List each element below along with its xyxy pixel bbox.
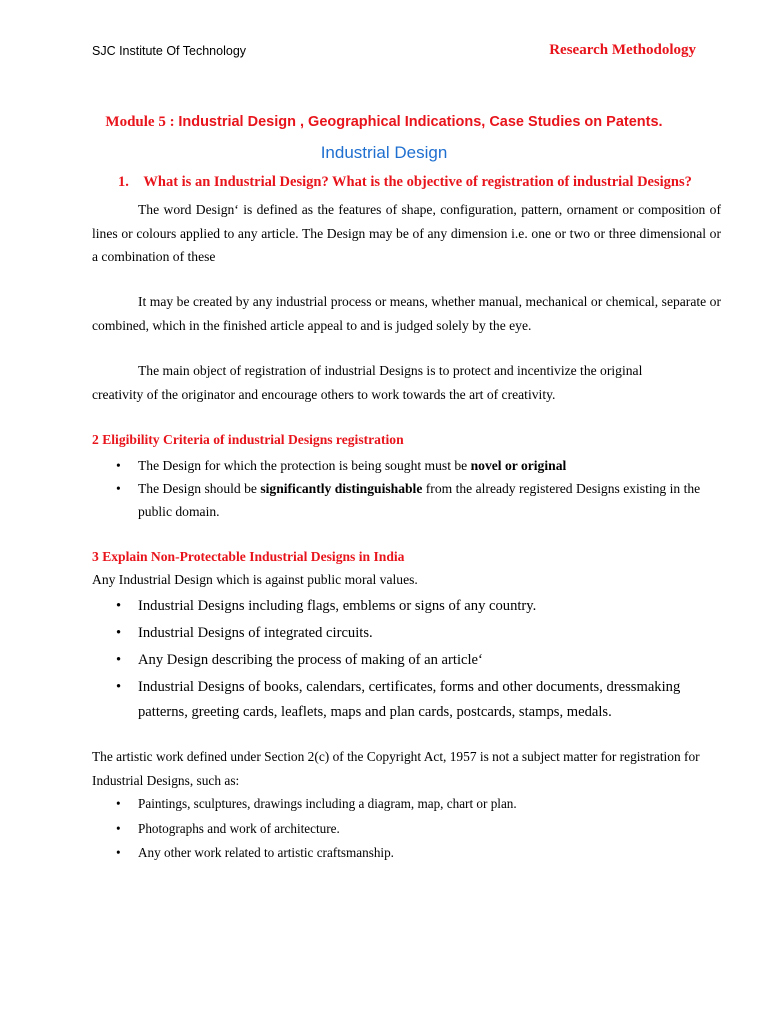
- bullet-icon: •: [116, 845, 121, 860]
- bullet-icon: •: [116, 679, 122, 695]
- module-name: Industrial Design , Geographical Indications, Case Studies on Patents.: [178, 114, 663, 130]
- bullet-icon: •: [116, 458, 121, 473]
- non-protectable-list: [92, 594, 722, 725]
- bullet-icon: •: [116, 820, 121, 836]
- paragraph-creation: [92, 290, 721, 337]
- eligibility-heading: 2 Eligibility Criteria of industrial Designs registration: [92, 432, 404, 447]
- list-item: • Any other work related to artistic craftsmanship.: [92, 841, 722, 865]
- list-item: • Industrial Designs including flags, emblems or signs of any country.: [92, 594, 722, 619]
- list-item: • Industrial Designs of books, calendars, certificates, forms and other documents, dressmaking patterns, greeting cards, leaflets, maps and plan cards, postcards, stamps, medals.: [92, 675, 722, 725]
- paragraph-definition: [92, 198, 721, 269]
- list-item: • Industrial Designs of integrated circuits.: [92, 621, 722, 646]
- section-title: Industrial Design: [320, 143, 448, 162]
- artistic-list: [92, 792, 722, 865]
- bullet-icon: •: [116, 598, 122, 614]
- bullet-icon: •: [116, 796, 121, 811]
- non-protectable-intro: Any Industrial Design which is against public moral values.: [92, 572, 418, 587]
- header-subject: Research Methodology: [549, 42, 696, 58]
- emphasis-novel: novel or original: [470, 458, 567, 473]
- list-item: • Photographs and work of architecture.: [92, 817, 722, 841]
- module-title: [0, 114, 768, 131]
- artistic-intro: The artistic work defined under Section 2(c) of the Copyright Act, 1957 is not a subject matter for registration for Industrial Designs, such as:: [92, 749, 700, 788]
- paragraph-objective-line-2: creativity of the originator and encourage others to work towards the art of creativity.: [92, 386, 556, 402]
- list-item: • Paintings, sculptures, drawings including a diagram, map, chart or plan.: [92, 792, 722, 816]
- paragraph-objective: [92, 359, 721, 406]
- bullet-icon: •: [116, 625, 122, 641]
- question-1-number: 1.: [118, 174, 129, 190]
- paragraph-creation-text: It may be created by any industrial process or means, whether manual, mechanical or chemical, separate or combined, which in the finished article appeal to and is judged solely by the eye.: [92, 294, 721, 333]
- question-1: [118, 174, 692, 191]
- non-protectable-heading: 3 Explain Non-Protectable Industrial Designs in India: [92, 549, 405, 564]
- paragraph-definition-text: The word Design‘ is defined as the features of shape, configuration, pattern, ornament or composition of lines or colours applied to any article. The Design may be of any dimension i.e. one or two or three dimensional or a combination of these: [92, 202, 721, 264]
- bullet-icon: •: [116, 652, 122, 668]
- bullet-icon: •: [116, 481, 121, 496]
- list-item: • The Design for which the protection is being sought must be novel or original: [92, 454, 722, 477]
- module-prefix: Module 5 :: [105, 114, 175, 130]
- list-item: • The Design should be significantly distinguishable from the already registered Designs existing in the public domain.: [92, 477, 722, 523]
- eligibility-list: [92, 454, 722, 523]
- paragraph-objective-line-1: The main object of registration of industrial Designs is to protect and incentivize the original: [138, 363, 643, 378]
- emphasis-distinguishable: significantly distinguishable: [260, 481, 423, 496]
- header-institute: SJC Institute Of Technology: [92, 44, 247, 58]
- question-1-text: What is an Industrial Design? What is the objective of registration of industrial Designs?: [143, 174, 692, 190]
- list-item: • Any Design describing the process of making of an article‘: [92, 648, 722, 673]
